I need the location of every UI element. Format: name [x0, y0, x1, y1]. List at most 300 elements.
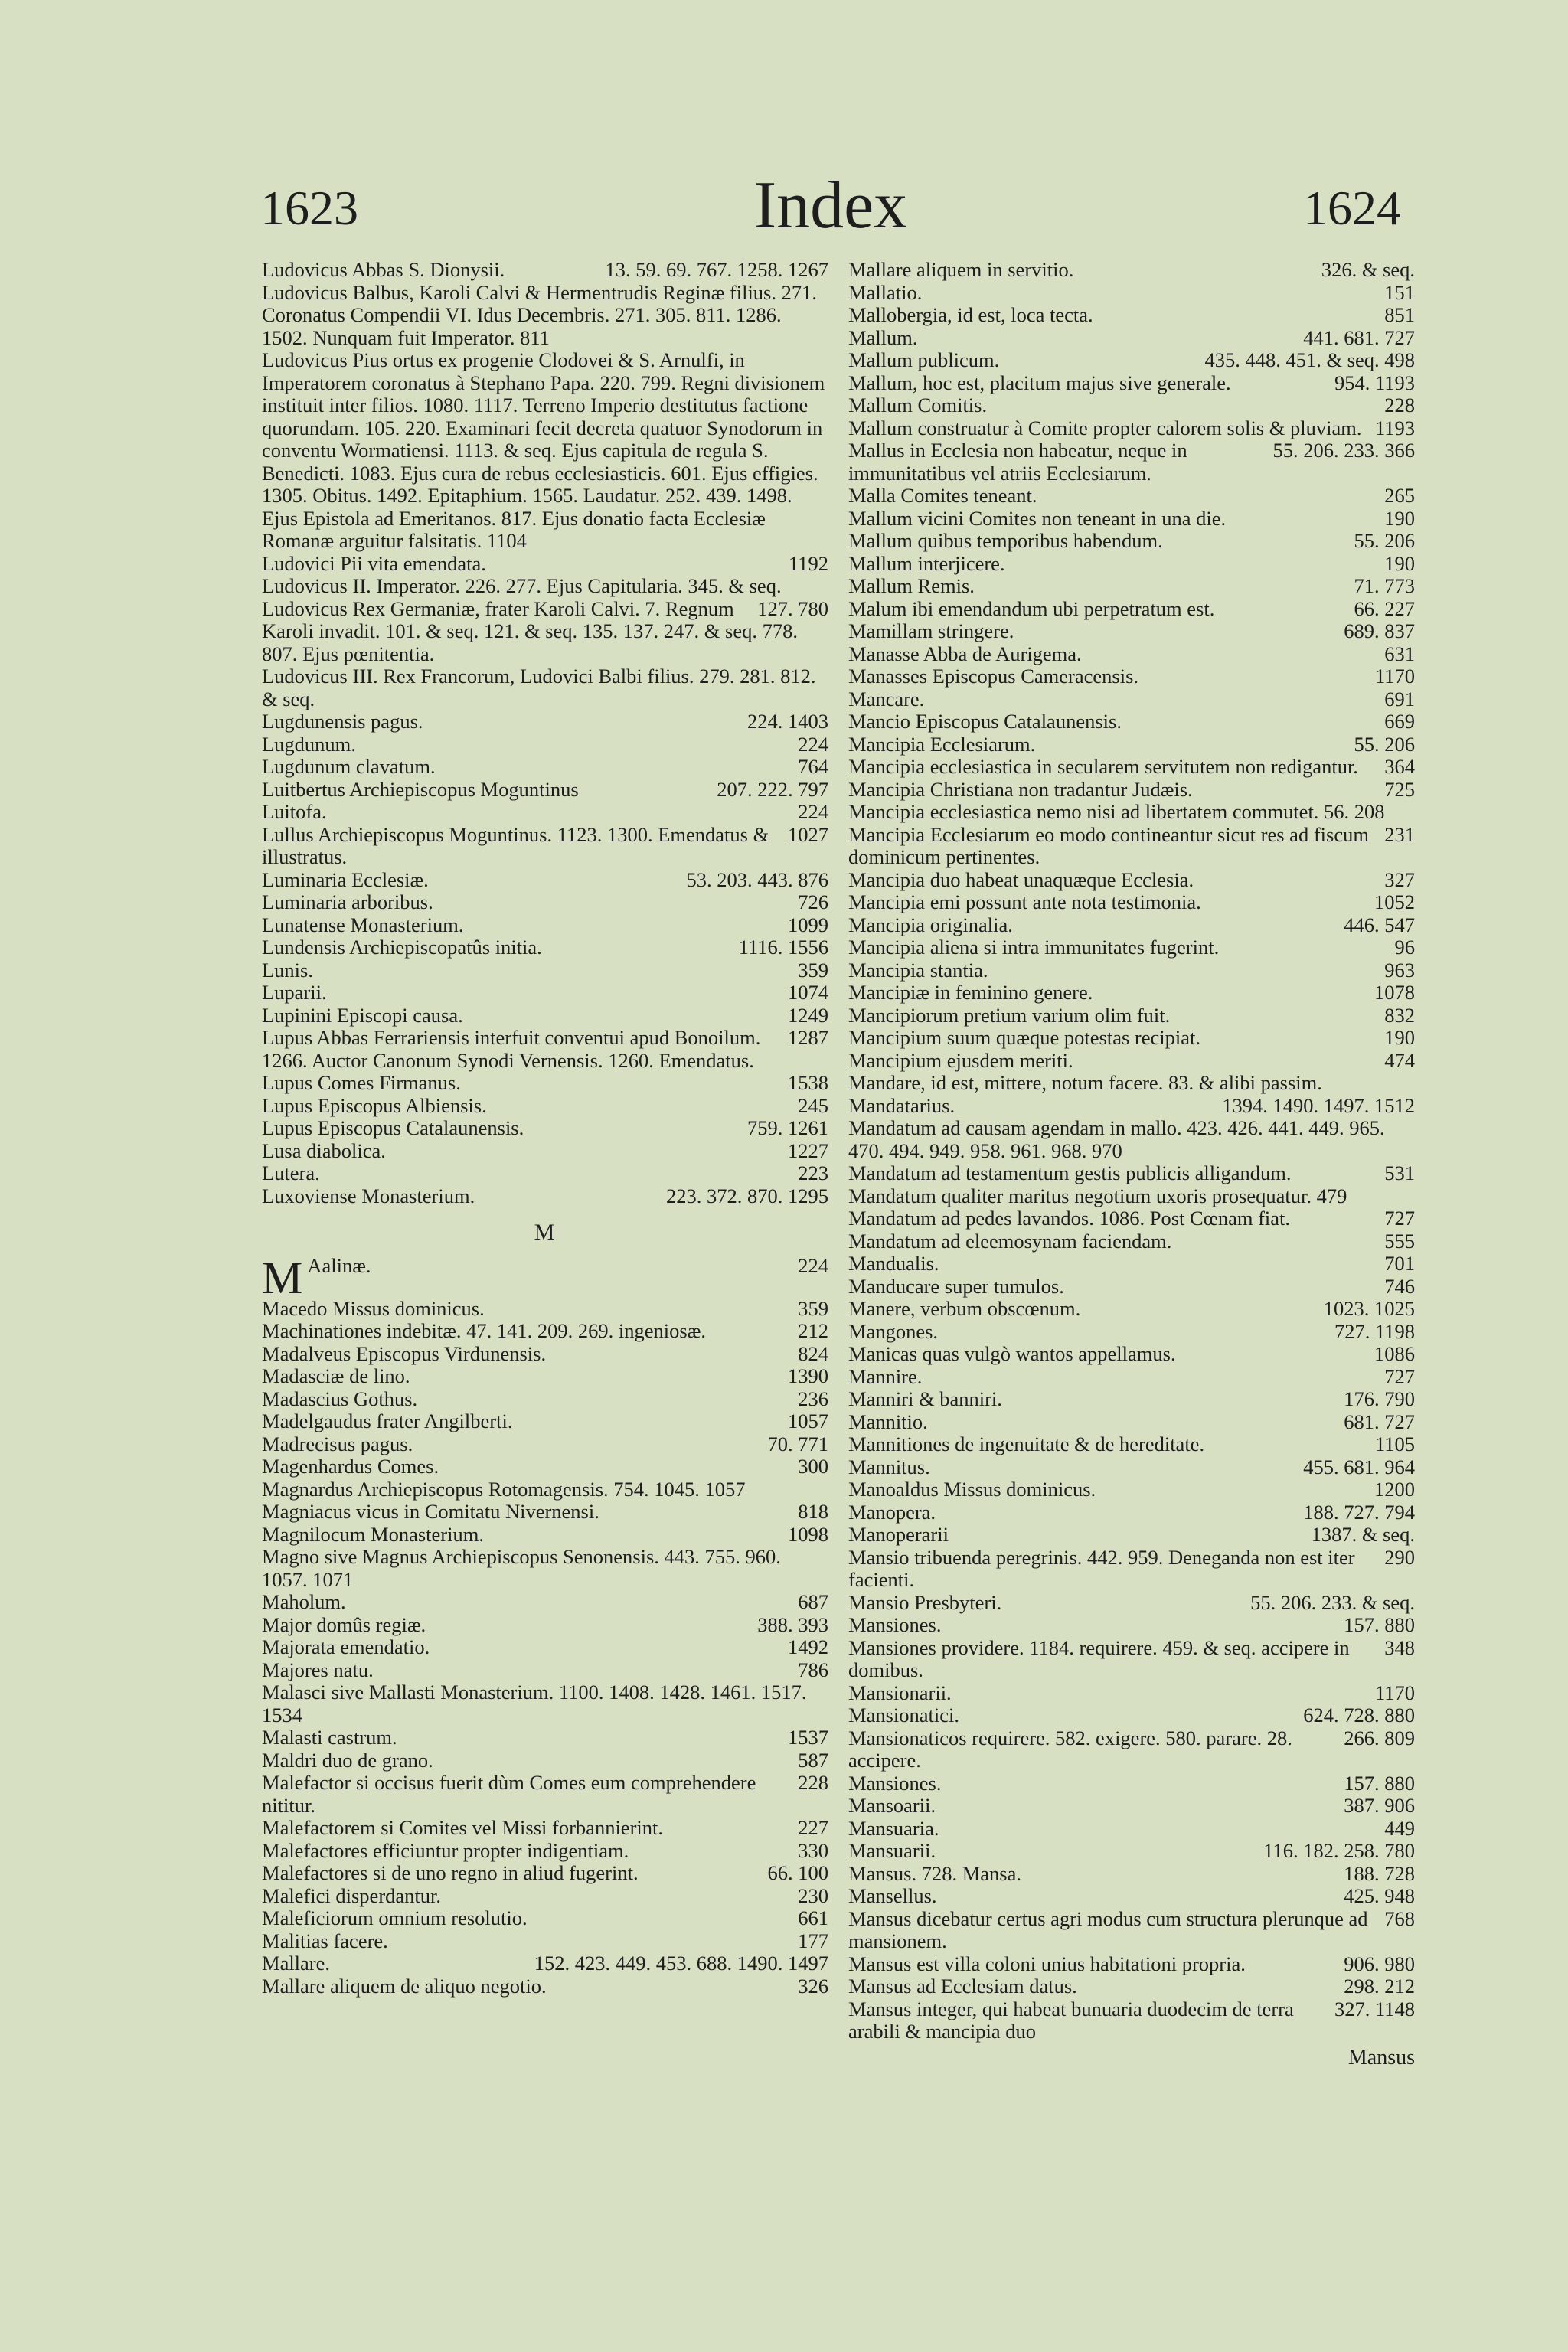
entry-heading: Mannitus. [848, 1455, 930, 1478]
entry-references: 1027 [788, 822, 828, 846]
index-entry [262, 936, 828, 959]
entry-heading: Mancipia ecclesiastica in secularem servitutem non redigantur. [848, 755, 1358, 778]
entry-heading: Major domûs regiæ. [262, 1612, 426, 1636]
entry-references: 265 [1384, 484, 1415, 507]
entry-references: 768 [1384, 1906, 1415, 1930]
page-number-left: 1623 [260, 181, 358, 235]
entry-references: 228 [1384, 394, 1415, 416]
entry-references: 906. 980 [1344, 1952, 1415, 1975]
entry-heading: Mallum Comitis. [848, 394, 988, 416]
entry-heading: Majorata emendatio. [262, 1635, 430, 1658]
entry-heading: Macedo Missus dominicus. [262, 1296, 485, 1320]
entry-heading: Magnilocum Monasterium. [262, 1522, 484, 1546]
entry-heading: Mancipiæ in feminino genere. [848, 981, 1093, 1004]
entry-references: 1116. 1556 [738, 936, 828, 959]
entry-references: 832 [1384, 1003, 1415, 1027]
entry-heading: Mancipia duo habeat unaquæque Ecclesia. [848, 867, 1194, 891]
entry-heading: Malasci sive Mallasti Monasterium. 1100. 1408. 1428. 1461. 1517. 1534 [262, 1681, 807, 1726]
entry-references: 474 [1384, 1048, 1415, 1072]
entry-references: 227 [798, 1816, 828, 1839]
entry-heading: Mannitio. [848, 1410, 928, 1433]
index-entry [262, 1252, 828, 1303]
entry-references: 66. 100 [767, 1861, 828, 1884]
entry-references: 290 [1384, 1545, 1415, 1569]
entry-references: 1105 [1374, 1432, 1415, 1455]
entry-heading: Mandatum ad pedes lavandos. 1086. Post Cœnam fiat. [848, 1207, 1291, 1230]
entry-heading: Ludovicus Rex Germaniæ, frater Karoli Calvi. 7. Regnum Karoli invadit. 101. & seq. 121. & seq. 135. 137. 247. & seq. 778. 807. Ejus pœnitentia. [262, 596, 798, 665]
entry-heading: Mallare aliquem de aliquo negotio. [262, 1974, 547, 1998]
entry-heading: Madalveus Episcopus Virdunensis. [262, 1341, 547, 1365]
entry-references: 223. 372. 870. 1295 [666, 1184, 828, 1207]
index-entry [262, 1681, 828, 1726]
index-entry [848, 1908, 1415, 1953]
entry-references: 96 [1394, 936, 1415, 959]
entry-heading: Lusa diabolica. [262, 1138, 386, 1162]
entry-references: 55. 206 [1354, 732, 1415, 756]
entry-references: 681. 727 [1344, 1410, 1415, 1433]
entry-heading: Mallum, hoc est, placitum majus sive generale. [848, 371, 1231, 394]
entry-heading: Ludovicus Abbas S. Dionysii. [262, 258, 505, 281]
index-entry [848, 1953, 1415, 1976]
index-entry [848, 1975, 1415, 1998]
index-entry [262, 914, 828, 937]
entry-references: 71. 773 [1354, 574, 1415, 597]
entry-heading: Mansus est villa coloni unius habitationi propria. [848, 1952, 1246, 1975]
entry-heading: Malefactorem si Comites vel Missi forbannierint. [262, 1816, 663, 1839]
index-entry [848, 259, 1415, 282]
entry-references: 1200 [1374, 1478, 1415, 1501]
index-entry [262, 1636, 828, 1659]
index-entry [262, 1072, 828, 1095]
entry-heading: Lundensis Archiepiscopatûs initia. [262, 936, 542, 959]
entry-references: 176. 790 [1344, 1387, 1415, 1410]
entry-heading: Luitofa. [262, 800, 327, 823]
index-entry [848, 1727, 1415, 1772]
entry-heading: Mansiones providere. 1184. requirere. 459. & seq. accipere in domibus. [848, 1635, 1350, 1681]
index-entry [262, 1659, 828, 1682]
page-header [260, 168, 1401, 256]
index-entry [262, 1140, 828, 1163]
index-entry [848, 1276, 1415, 1298]
entry-heading: Mancipia emi possunt ante nota testimonia. [848, 890, 1201, 913]
entry-heading: Mangones. [848, 1319, 939, 1343]
index-entry [848, 327, 1415, 350]
entry-heading: Mansellus. [848, 1884, 937, 1907]
entry-references: 727 [1384, 1207, 1415, 1230]
index-entry [262, 710, 828, 733]
entry-heading: Magnardus Archiepiscopus Rotomagensis. 754. 1045. 1057 [262, 1477, 746, 1501]
entry-references: 531 [1384, 1161, 1415, 1184]
entry-references: 1249 [788, 1003, 828, 1027]
entry-references: 691 [1384, 687, 1415, 710]
entry-heading: Manopera. [848, 1500, 936, 1524]
index-entry [848, 914, 1415, 937]
page-number-right: 1624 [1303, 181, 1401, 235]
index-entry [848, 801, 1415, 824]
entry-heading: Mandare, id est, mittere, notum facere. 83. & alibi passim. [848, 1071, 1322, 1094]
entry-heading: Malla Comites teneant. [848, 484, 1037, 507]
index-entry [848, 1388, 1415, 1411]
index-entry [262, 1930, 828, 1953]
entry-references: 53. 203. 443. 876 [686, 867, 828, 891]
entry-heading: Malitias facere. [262, 1929, 388, 1952]
entry-references: 1052 [1374, 890, 1415, 913]
entry-heading: Madascius Gothus. [262, 1387, 418, 1410]
index-entry [848, 869, 1415, 892]
m-section-start [262, 1252, 828, 1321]
index-entry [262, 1546, 828, 1591]
entry-heading: Mansus. 728. Mansa. [848, 1861, 1021, 1885]
index-entry [848, 1592, 1415, 1615]
entry-heading: Mancipia stantia. [848, 958, 988, 982]
index-entry [262, 733, 828, 756]
entry-heading: Lupus Abbas Ferrariensis interfuit conventui apud Bonoilum. 1266. Auctor Canonum Synodi Vernensis. 1260. Emendatus. [262, 1026, 761, 1072]
index-entry [262, 1975, 828, 1998]
entry-heading: Luitbertus Archiepiscopus Moguntinus [262, 777, 579, 801]
entry-references: 764 [798, 755, 828, 778]
index-entry [262, 1004, 828, 1027]
entry-references: 223 [798, 1161, 828, 1184]
index-entry [262, 1185, 828, 1208]
entry-references: 364 [1384, 755, 1415, 778]
index-entry [262, 1952, 828, 1975]
entry-references: 1227 [788, 1138, 828, 1162]
index-entry [848, 1863, 1415, 1886]
entry-references: 689. 837 [1344, 619, 1415, 642]
entry-heading: Madelgaudus frater Angilberti. [262, 1410, 513, 1432]
entry-heading: Manasses Episcopus Cameracensis. [848, 665, 1139, 688]
index-entry [848, 982, 1415, 1004]
index-entry [848, 756, 1415, 779]
entry-references: 1192 [788, 551, 828, 575]
entry-references: 359 [798, 1296, 828, 1320]
index-entry [262, 665, 828, 710]
entry-heading: Mamillam stringere. [848, 619, 1014, 642]
entry-heading: Mansionarii. [848, 1681, 952, 1704]
entry-references: 326. & seq. [1321, 258, 1415, 281]
index-entry [848, 779, 1415, 802]
index-entry [848, 1772, 1415, 1795]
index-entry [262, 1095, 828, 1118]
entry-references: 1023. 1025 [1323, 1297, 1415, 1320]
index-entry [848, 530, 1415, 553]
index-entry [848, 1818, 1415, 1841]
index-entry [262, 1433, 828, 1456]
entry-references: 330 [798, 1838, 828, 1862]
index-entry [848, 936, 1415, 959]
index-entry [262, 1501, 828, 1524]
entry-references: 157. 880 [1344, 1771, 1415, 1795]
entry-heading: Mandatum ad causam agendam in mallo. 423. 426. 441. 449. 965. 470. 494. 949. 958. 961. 968. 970 [848, 1116, 1385, 1162]
index-entry [848, 1004, 1415, 1027]
index-entry [262, 598, 828, 666]
entry-references: 327 [1384, 867, 1415, 891]
index-entry [848, 553, 1415, 576]
entry-references: 446. 547 [1344, 913, 1415, 936]
index-entry [848, 1207, 1415, 1230]
entry-heading: Mallus in Ecclesia non habeatur, neque in immunitatibus vel atriis Ecclesiarum. [848, 439, 1187, 485]
index-entry [848, 1637, 1415, 1682]
entry-heading: Magenhardus Comes. [262, 1455, 439, 1478]
entry-heading: Mandualis. [848, 1252, 939, 1275]
index-entry [262, 1388, 828, 1411]
entry-references: 55. 206 [1354, 529, 1415, 552]
entry-references: 425. 948 [1344, 1884, 1415, 1907]
index-entry [848, 1433, 1415, 1456]
entry-heading: Mancipium suum quæque potestas recipiat. [848, 1026, 1200, 1049]
entry-references: 661 [798, 1906, 828, 1929]
entry-references: 236 [798, 1387, 828, 1410]
index-entry [262, 1862, 828, 1885]
entry-references: 1537 [788, 1726, 828, 1749]
entry-heading: Magno sive Magnus Archiepiscopus Senonensis. 443. 755. 960. 1057. 1071 [262, 1545, 781, 1591]
index-entry [848, 394, 1415, 417]
entry-heading: Mallare aliquem in servitio. [848, 258, 1074, 281]
index-entry [262, 801, 828, 824]
entry-heading: Maholum. [262, 1590, 346, 1613]
entry-references: 1074 [788, 981, 828, 1004]
index-entry [262, 1524, 828, 1547]
index-entry [262, 756, 828, 779]
entry-references: 1387. & seq. [1311, 1523, 1415, 1546]
index-entry [848, 1682, 1415, 1705]
index-entry [848, 1704, 1415, 1727]
entry-heading: Mallum quibus temporibus habendum. [848, 529, 1163, 552]
entry-heading: Ludovicus III. Rex Francorum, Ludovici Balbi filius. 279. 281. 812. & seq. [262, 665, 816, 710]
entry-heading: Mancipiorum pretium varium olim fuit. [848, 1003, 1171, 1027]
entry-references: 1099 [788, 913, 828, 936]
index-entry [848, 1162, 1415, 1185]
entry-heading: Mannitiones de ingenuitate & de hereditate. [848, 1432, 1205, 1455]
entry-heading: Mansio Presbyteri. [848, 1590, 1002, 1614]
entry-heading: Manere, verbum obscœnum. [848, 1297, 1081, 1320]
entry-references: 266. 809 [1344, 1726, 1415, 1749]
entry-heading: Mallatio. [848, 280, 923, 304]
entry-heading: Mallum vicini Comites non teneant in una die. [848, 506, 1227, 530]
index-entry [848, 1117, 1415, 1162]
entry-heading: Manniri & banniri. [848, 1387, 1002, 1410]
entry-heading: Luparii. [262, 981, 327, 1004]
index-entry [262, 1365, 828, 1388]
index-entry [848, 1343, 1415, 1366]
index-entry [262, 1162, 828, 1185]
entry-heading: Lunis. [262, 958, 313, 982]
index-entry [848, 1840, 1415, 1863]
index-entry [262, 1840, 828, 1863]
index-entry [262, 1772, 828, 1817]
page-title: Index [753, 168, 908, 243]
entry-references: 188. 727. 794 [1303, 1500, 1415, 1524]
entry-references: 1287 [788, 1026, 828, 1049]
entry-heading: Mansus dicebatur certus agri modus cum structura plerunque ad mansionem. [848, 1906, 1368, 1952]
entry-heading: Aalinæ. [307, 1253, 371, 1277]
entry-references: 245 [798, 1093, 828, 1117]
index-entry [262, 959, 828, 982]
entry-references: 326 [798, 1974, 828, 1998]
entry-references: 348 [1384, 1635, 1415, 1659]
entry-references: 587 [798, 1748, 828, 1772]
entry-references: 687 [798, 1590, 828, 1613]
entry-references: 1057 [788, 1410, 828, 1432]
entry-references: 151 [1384, 280, 1415, 304]
entry-heading: Mandatum ad testamentum gestis publicis alligandum. [848, 1161, 1292, 1184]
index-entry [262, 891, 828, 914]
entry-references: 228 [798, 1771, 828, 1794]
index-entry [262, 282, 828, 350]
entry-heading: Mallum construatur à Comite propter calorem solis & pluviam. [848, 416, 1362, 439]
entry-heading: Malefactores si de uno regno in aliud fugerint. [262, 1861, 639, 1884]
entry-references: 726 [798, 890, 828, 913]
entry-references: 1078 [1374, 981, 1415, 1004]
index-entry [262, 1298, 828, 1321]
index-entry [262, 1455, 828, 1478]
index-entry [848, 1411, 1415, 1434]
index-entry [848, 372, 1415, 395]
entry-references: 224 [798, 800, 828, 823]
entry-references: 701 [1384, 1252, 1415, 1275]
index-entry [848, 688, 1415, 711]
entry-heading: Malefactor si occisus fuerit dùm Comes eum comprehendere nititur. [262, 1771, 756, 1817]
index-entry [262, 575, 828, 598]
entry-references: 818 [798, 1500, 828, 1523]
index-entry [848, 733, 1415, 756]
index-entry [848, 1072, 1415, 1095]
entry-heading: Maldri duo de grano. [262, 1748, 433, 1772]
entry-heading: Mallare. [262, 1952, 331, 1975]
entry-references: 55. 206. 233. 366 [1272, 439, 1415, 462]
entry-references: 725 [1384, 777, 1415, 801]
entry-references: 1390 [788, 1364, 828, 1387]
entry-references: 207. 222. 797 [717, 777, 828, 801]
index-entry [848, 304, 1415, 327]
index-entry [262, 869, 828, 892]
entry-list-m [262, 1320, 828, 1998]
entry-heading: Mandatarius. [848, 1093, 956, 1117]
entry-heading: Madasciæ de lino. [262, 1364, 410, 1387]
entry-heading: Manasse Abba de Aurigema. [848, 642, 1082, 665]
index-entry [262, 1027, 828, 1072]
entry-heading: Magniacus vicus in Comitatu Nivernensi. [262, 1500, 599, 1523]
entry-references: 1170 [1374, 665, 1415, 688]
index-entry [262, 1614, 828, 1637]
index-entry [848, 1095, 1415, 1118]
entry-references: 1098 [788, 1522, 828, 1546]
entry-list-l [262, 259, 828, 1207]
index-entry [262, 1726, 828, 1749]
index-entry [262, 1907, 828, 1930]
entry-references: 1170 [1374, 1681, 1415, 1704]
index-entry [262, 1478, 828, 1501]
entry-references: 188. 728 [1344, 1861, 1415, 1885]
entry-heading: Lupinini Episcopi causa. [262, 1003, 463, 1027]
index-entry [848, 1524, 1415, 1547]
entry-references: 441. 681. 727 [1303, 325, 1415, 349]
entry-heading: Mansus ad Ecclesiam datus. [848, 1975, 1077, 1998]
entry-heading: Malasti castrum. [262, 1726, 397, 1749]
entry-heading: Mansuarii. [848, 1839, 936, 1862]
entry-heading: Manducare super tumulos. [848, 1274, 1064, 1298]
index-entry [848, 665, 1415, 688]
index-entry [848, 643, 1415, 666]
entry-heading: Mallum. [848, 325, 918, 349]
entry-heading: Mancipia Christiana non tradantur Judæis. [848, 777, 1193, 801]
entry-references: 212 [798, 1319, 828, 1342]
index-entry [262, 1320, 828, 1343]
entry-references: 1193 [1374, 416, 1415, 439]
entry-references: 224 [798, 732, 828, 756]
entry-heading: Mancipia ecclesiastica nemo nisi ad libertatem commutet. 56. 208 [848, 800, 1385, 823]
entry-heading: Mancipia Ecclesiarum. [848, 732, 1036, 756]
index-entry [848, 1253, 1415, 1276]
index-entry [848, 891, 1415, 914]
entry-heading: Mandatum ad eleemosynam faciendam. [848, 1229, 1172, 1253]
index-entry [848, 959, 1415, 982]
entry-heading: Mansiones. [848, 1771, 942, 1795]
index-entry [848, 485, 1415, 508]
index-entry [848, 1185, 1415, 1208]
index-entry [848, 1501, 1415, 1524]
index-entry [262, 1817, 828, 1840]
index-column-left [262, 259, 828, 1998]
drop-capital: M [262, 1252, 303, 1303]
index-entry [848, 824, 1415, 869]
entry-references: 1086 [1374, 1342, 1415, 1365]
entry-heading: Mansio tribuenda peregrinis. 442. 959. Deneganda non est iter facienti. [848, 1545, 1355, 1591]
entry-references: 631 [1384, 642, 1415, 665]
entry-references: 954. 1193 [1334, 371, 1415, 394]
entry-references: 152. 423. 449. 453. 688. 1490. 1497 [534, 1952, 828, 1975]
entry-references: 190 [1384, 551, 1415, 575]
index-entry [848, 1795, 1415, 1818]
entry-heading: Luminaria arboribus. [262, 890, 433, 913]
entry-heading: Mancare. [848, 687, 925, 710]
entry-references: 224. 1403 [747, 710, 828, 733]
entry-references: 66. 227 [1354, 596, 1415, 620]
entry-references: 116. 182. 258. 780 [1263, 1839, 1415, 1862]
entry-heading: Mansus integer, qui habeat bunuaria duodecim de terra arabili & mancipia duo [848, 1997, 1294, 2043]
entry-references: 1394. 1490. 1497. 1512 [1222, 1093, 1415, 1117]
entry-heading: Lugdunum clavatum. [262, 755, 436, 778]
entry-heading: Mannire. [848, 1364, 923, 1388]
entry-heading: Ludovicus Balbus, Karoli Calvi & Hermentrudis Reginæ filius. 271. Coronatus Compendii VI. Idus Decembris. 271. 305. 811. 1286. 1502. Nunquam fuit Imperator. 811 [262, 280, 817, 349]
entry-references: 555 [1384, 1229, 1415, 1253]
entry-references: 388. 393 [757, 1612, 828, 1636]
index-entry [848, 1027, 1415, 1050]
catchword: Mansus [1348, 2046, 1415, 2069]
section-letter-heading: M [534, 1220, 557, 1245]
index-entry [262, 1749, 828, 1772]
entry-heading: Mallobergia, id est, loca tecta. [848, 303, 1093, 326]
entry-references: 387. 906 [1344, 1794, 1415, 1817]
entry-references: 359 [798, 958, 828, 982]
index-entry [848, 1885, 1415, 1908]
entry-references: 13. 59. 69. 767. 1258. 1267 [605, 258, 828, 281]
index-entry [262, 349, 828, 553]
entry-heading: Malum ibi emendandum ubi perpetratum est. [848, 596, 1215, 620]
entry-heading: Malefici disperdantur. [262, 1883, 442, 1907]
index-entry [848, 439, 1415, 485]
entry-references: 230 [798, 1883, 828, 1907]
index-entry [262, 259, 828, 282]
index-entry [262, 1410, 828, 1433]
index-entry [848, 1547, 1415, 1592]
entry-heading: Malefactores efficiuntur propter indigentiam. [262, 1838, 629, 1862]
entry-heading: Lullus Archiepiscopus Moguntinus. 1123. 1300. Emendatus & illustratus. [262, 822, 769, 868]
index-entry [848, 1456, 1415, 1479]
entry-heading: Mansoarii. [848, 1794, 936, 1817]
entry-list-r [848, 259, 1415, 2043]
index-entry [848, 1998, 1415, 2043]
